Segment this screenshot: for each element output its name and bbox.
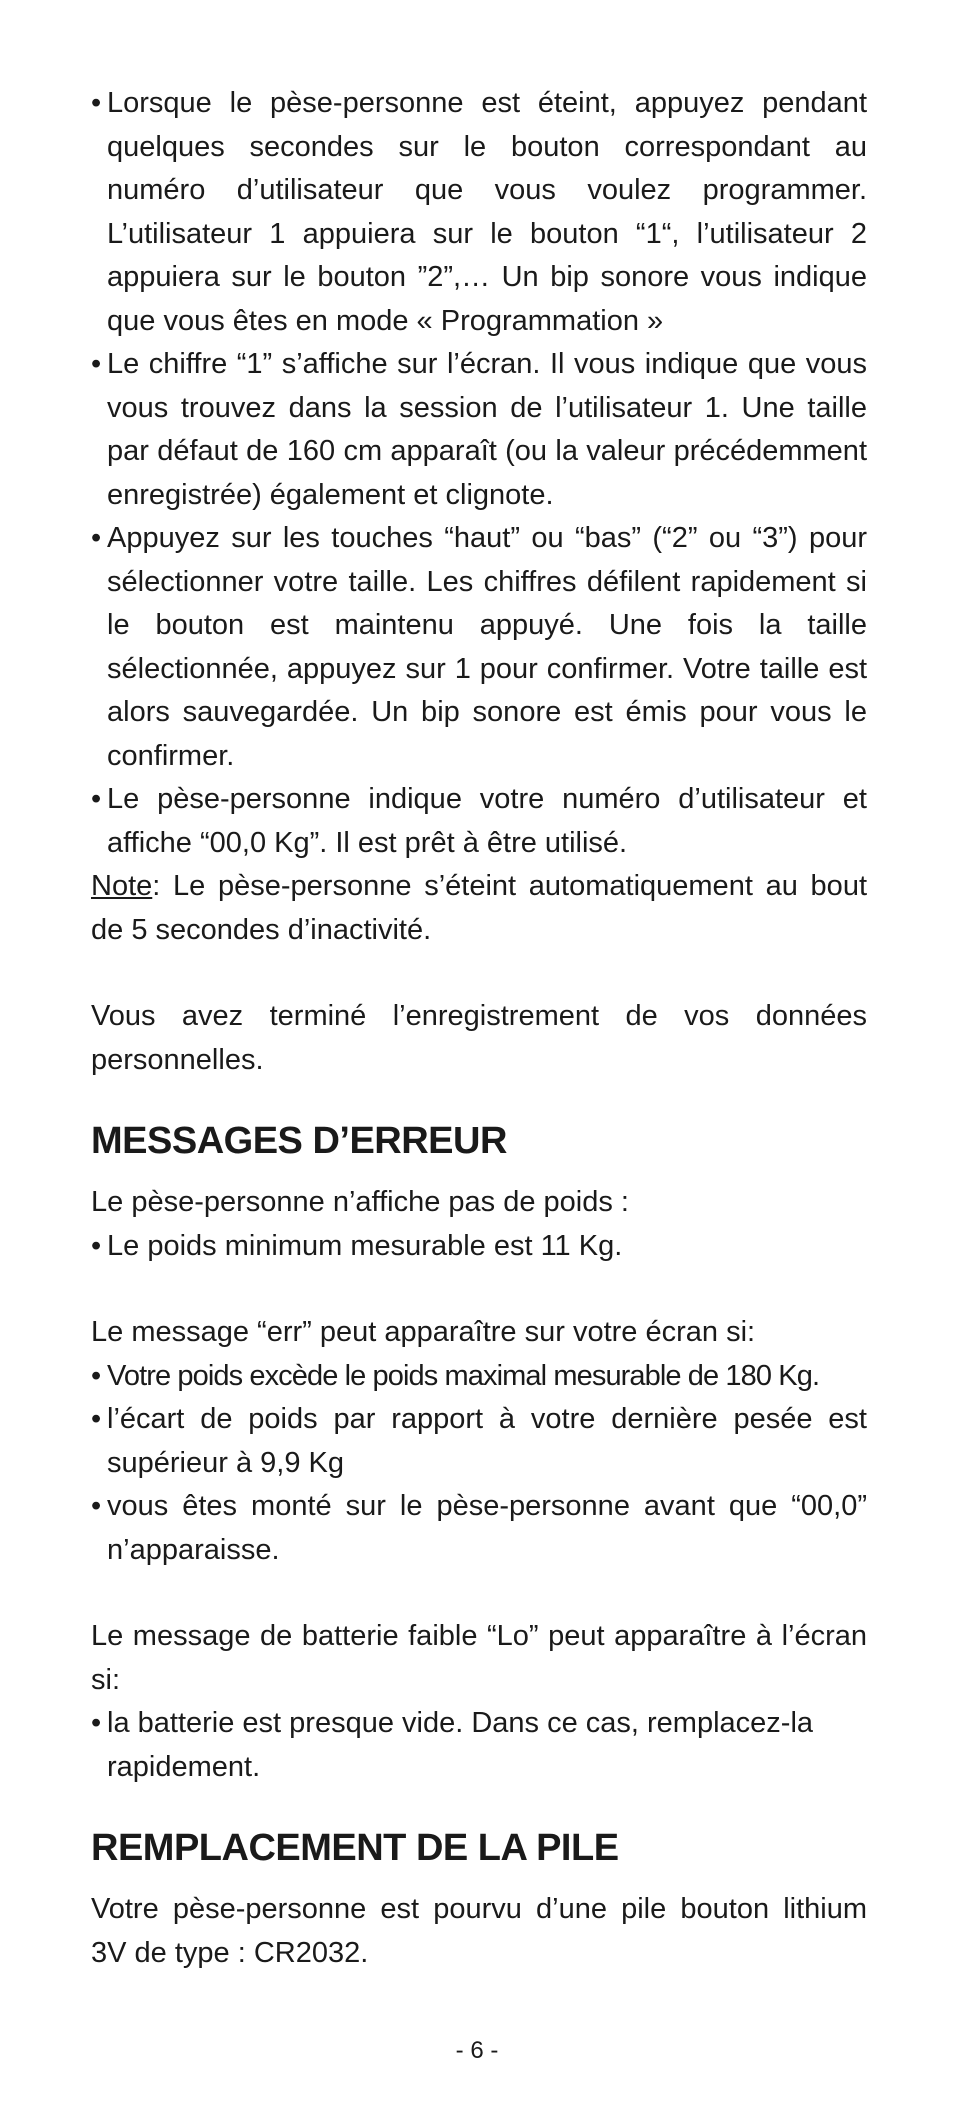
battery-low-intro: Le message de batterie faible “Lo” peut apparaître à l’écran si: bbox=[91, 1620, 867, 1696]
note-label: Note bbox=[91, 870, 153, 902]
err-bullet-weight-gap: • l’écart de poids par rapport à votre dernière pesée est supérieur à 9,9 Kg bbox=[91, 1398, 867, 1485]
note-text: : Le pèse-personne s’éteint automatiquement au bout de 5 secondes d’inactivité. bbox=[91, 870, 867, 946]
no-weight-bullet: • Le poids minimum mesurable est 11 Kg. bbox=[91, 1225, 867, 1269]
programming-step-4: • Le pèse-personne indique votre numéro d’utilisateur et affiche “00,0 Kg”. Il est prêt à être utilisé. bbox=[91, 778, 867, 865]
battery-replacement-heading: REMPLACEMENT DE LA PILE bbox=[91, 1827, 619, 1869]
err-message-intro: Le message “err” peut apparaître sur votre écran si: bbox=[91, 1316, 756, 1348]
auto-off-note bbox=[91, 865, 867, 952]
programming-step-1: • Lorsque le pèse-personne est éteint, appuyez pendant quelques secondes sur le bouton correspondant au numéro d’utilisateur que vous voulez programmer. L’utilisateur 1 appuiera sur le bouton “1“, l’utilisateur 2 appuiera sur le bouton ”2”,… Un bip sonore vous indique que vous êtes en mode « Programmation » bbox=[91, 82, 867, 343]
programming-step-3: • Appuyez sur les touches “haut” ou “bas” (“2” ou “3”) pour sélectionner votre taille. Les chiffres défilent rapidement si le bouton est maintenu appuyé. Une fois la taille sélectionnée, appuyez sur 1 pour confirmer. Votre taille est alors sauvegardée. Un bip sonore est émis pour vous le confirmer. bbox=[91, 517, 867, 778]
error-messages-heading: MESSAGES D’ERREUR bbox=[91, 1120, 507, 1162]
manual-page-content bbox=[91, 82, 867, 1975]
err-bullet-max-weight: • Votre poids excède le poids maximal mesurable de 180 Kg. bbox=[91, 1355, 867, 1399]
battery-replacement-text: Votre pèse-personne est pourvu d’une pile bouton lithium 3V de type : CR2032. bbox=[91, 1893, 867, 1969]
battery-low-bullet: • la batterie est presque vide. Dans ce cas, remplacez-la rapidement. bbox=[91, 1702, 867, 1789]
err-bullet-early-step: • vous êtes monté sur le pèse-personne avant que “00,0” n’apparaisse. bbox=[91, 1485, 867, 1572]
page-number: - 6 - bbox=[455, 2037, 499, 2064]
programming-step-2: • Le chiffre “1” s’affiche sur l’écran. Il vous indique que vous vous trouvez dans la session de l’utilisateur 1. Une taille par défaut de 160 cm apparaît (ou la valeur précédemment enregistrée) également et clignote. bbox=[91, 343, 867, 517]
no-weight-intro: Le pèse-personne n’affiche pas de poids : bbox=[91, 1186, 629, 1218]
completion-text: Vous avez terminé l’enregistrement de vos données personnelles. bbox=[91, 1000, 867, 1076]
